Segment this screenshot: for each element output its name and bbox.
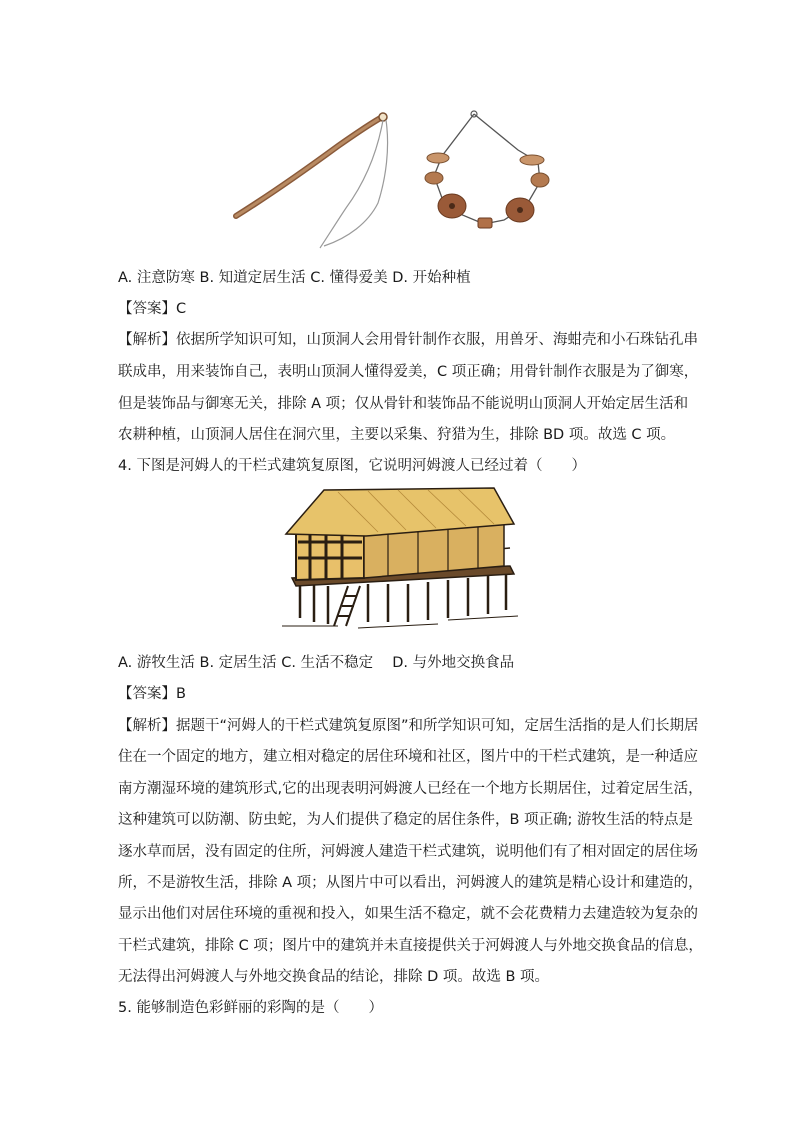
- q3-answer: 【答案】C: [118, 301, 187, 317]
- q3-options: A. 注意防寒 B. 知道定居生活 C. 懂得爱美 D. 开始种植: [118, 270, 471, 286]
- q3-analysis-line: 农耕种植，山顶洞人居住在洞穴里，主要以采集、狩猎为生，排除 BD 项。故选 C 项。: [118, 427, 676, 443]
- q4-analysis-line: 住在一个固定的地方，建立相对稳定的居住环境和社区，图片中的干栏式建筑，是一种适应: [118, 749, 698, 765]
- q3-analysis-line: 但是装饰品与御寒无关，排除 A 项；仅从骨针和装饰品不能说明山顶洞人开始定居生活和: [118, 396, 689, 412]
- q3-analysis-line: 联成串，用来装饰自己，表明山顶洞人懂得爱美，C 项正确；用骨针制作衣服是为了御寒，: [118, 364, 699, 380]
- q4-answer: 【答案】B: [118, 686, 186, 702]
- q4-stem: 4. 下图是河姆人的干栏式建筑复原图，它说明河姆渡人已经过着（ ）: [118, 458, 586, 474]
- q4-analysis-line: 【解析】据题干“河姆人的干栏式建筑复原图”和所学知识可知，定居生活指的是人们长期居: [118, 718, 699, 734]
- necklace-image: [412, 106, 562, 240]
- bone-needle-image: [228, 108, 398, 256]
- q4-analysis-line: 逐水草而居，没有固定的住所，河姆渡人建造干栏式建筑，说明他们有了相对固定的居住场: [118, 844, 698, 860]
- q4-analysis-line: 所，不是游牧生活，排除 A 项；从图片中可以看出，河姆渡人的建筑是精心设计和建造的，: [118, 875, 703, 891]
- q4-analysis-line: 无法得出河姆渡人与外地交换食品的结论，排除 D 项。故选 B 项。: [118, 969, 550, 985]
- q4-analysis-line: 干栏式建筑，排除 C 项；图片中的建筑并未直接提供关于河姆渡人与外地交换食品的信息，: [118, 938, 703, 954]
- q4-analysis-line: 显示出他们对居住环境的重视和投入，如果生活不稳定，就不会花费精力去建造较为复杂的: [118, 906, 698, 922]
- q3-analysis-line: 【解析】依据所学知识可知，山顶洞人会用骨针制作衣服，用兽牙、海蚶壳和小石珠钻孔串: [118, 332, 698, 348]
- q4-options: A. 游牧生活 B. 定居生活 C. 生活不稳定 D. 与外地交换食品: [118, 655, 515, 671]
- q5-stem: 5. 能够制造色彩鲜丽的彩陶的是（ ）: [118, 1000, 383, 1016]
- q4-analysis-line: 南方潮湿环境的建筑形式,它的出现表明河姆渡人已经在一个地方长期居住，过着定居生活，: [118, 781, 703, 797]
- stilt-house-image: [278, 486, 520, 634]
- q4-analysis-line: 这种建筑可以防潮、防虫蛇，为人们提供了稳定的居住条件，B 项正确; 游牧生活的特点是: [118, 812, 694, 828]
